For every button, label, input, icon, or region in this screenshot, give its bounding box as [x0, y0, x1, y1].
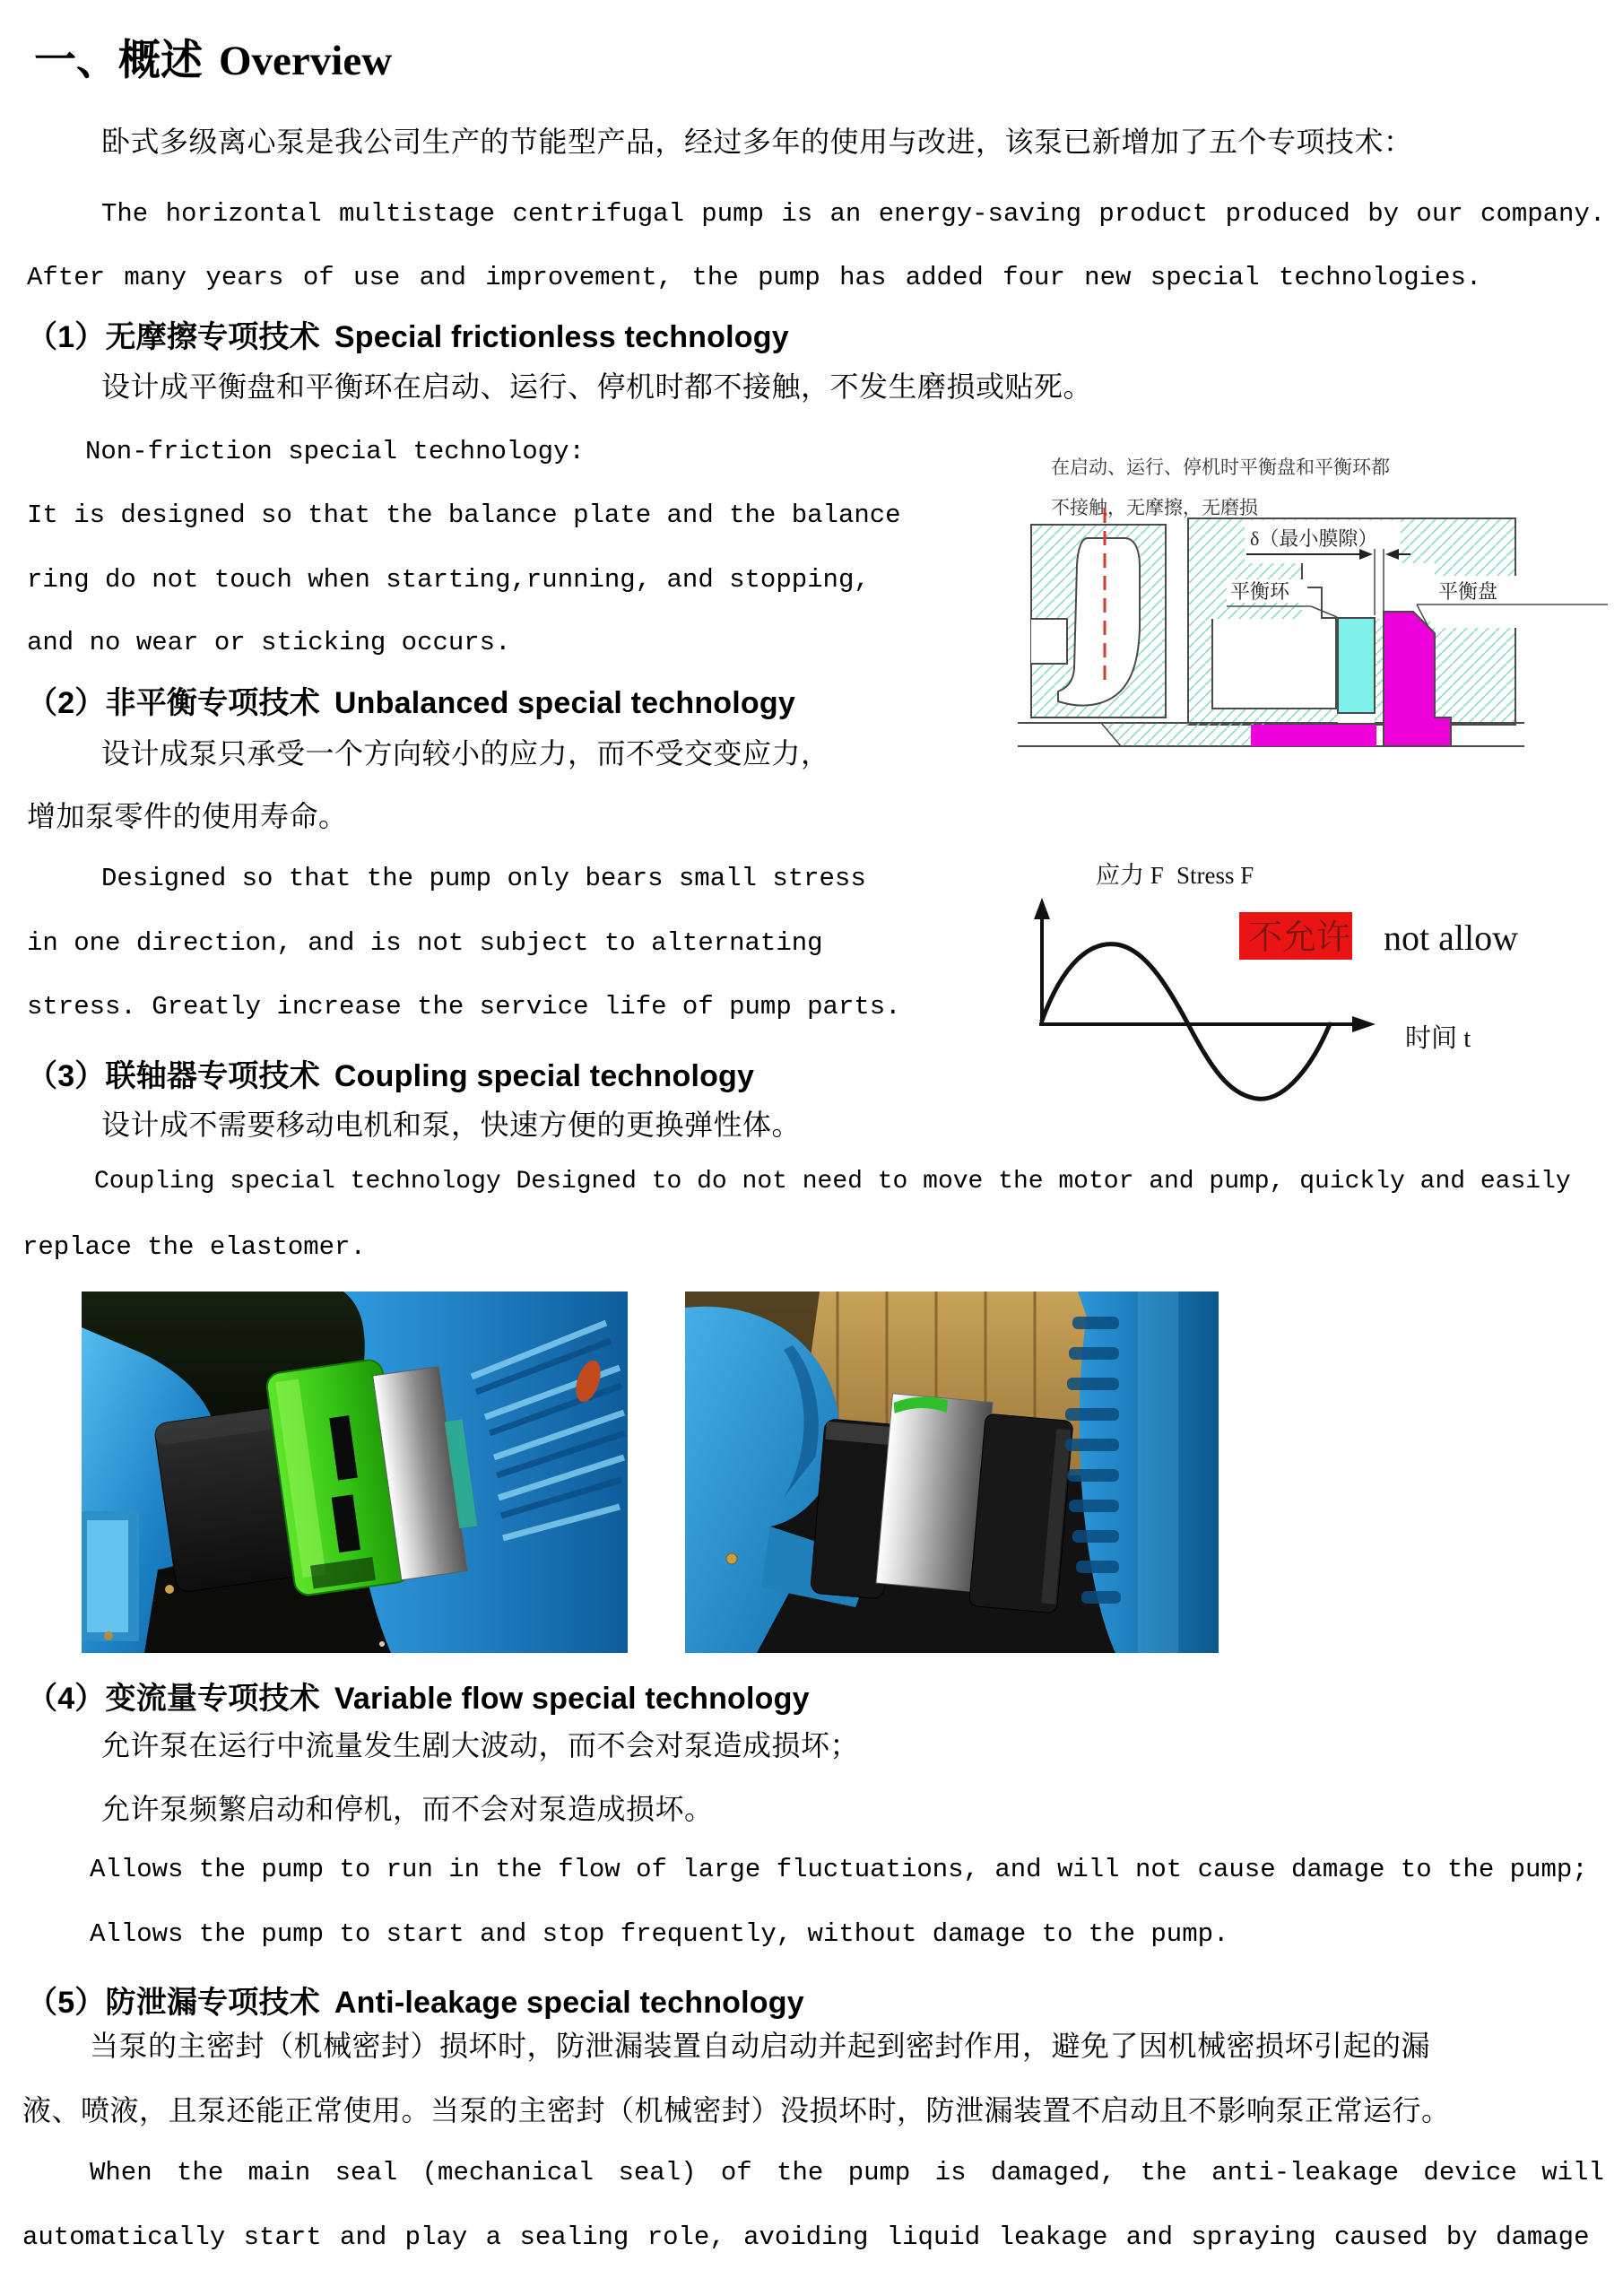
sec4-heading: [27, 1674, 810, 1718]
sec3-heading: [27, 1051, 754, 1095]
brass-screw-icon: [165, 1585, 174, 1594]
sec4-heading-zh: （4）变流量专项技术: [27, 1682, 320, 1716]
sec2-heading: [27, 678, 795, 722]
sec3-zh: 设计成不需要移动电机和泵，快速方便的更换弹性体。: [101, 1109, 802, 1141]
sec3-en-line2: replace the elastomer.: [22, 1232, 366, 1262]
fig1-note-line2: 不接触，无摩擦，无磨损: [1051, 497, 1258, 518]
sec1-heading-zh: （1）无摩擦专项技术: [27, 320, 320, 354]
fig1-ring-label: 平衡环: [1230, 580, 1290, 603]
x-axis-arrow-icon: [1352, 1016, 1376, 1032]
intro-zh: 卧式多级离心泵是我公司生产的节能型产品，经过多年的使用与改进，该泵已新增加了五个专项技术：: [101, 126, 1413, 158]
fig1-note-line1: 在启动、运行、停机时平衡盘和平衡环都: [1051, 457, 1390, 478]
sec2-en-line3: stress. Greatly increase the service life of pump parts.: [27, 992, 901, 1022]
fig2-badge-zh: 不允许: [1248, 919, 1351, 957]
y-axis-arrow-icon: [1034, 898, 1050, 919]
stress-curve-figure: [1022, 848, 1560, 1117]
sec5-en-line1: When the main seal (mechanical seal) of the pump is damaged, the anti-leakage device will: [90, 2158, 1604, 2187]
sec4-zh-line1: 允许泵在运行中流量发生剧大波动，而不会对泵造成损坏；: [101, 1729, 860, 1761]
intro-en-line1: The horizontal multistage centrifugal pump is an energy-saving product produced by our company.: [101, 199, 1606, 229]
brass-screw-icon: [104, 1631, 113, 1640]
sec3-heading-zh: （3）联轴器专项技术: [27, 1059, 320, 1093]
balance-disc-band: [1251, 725, 1376, 746]
sec5-heading-zh: （5）防泄漏专项技术: [27, 1986, 320, 2020]
sec2-heading-en: Unbalanced special technology: [334, 686, 795, 720]
sec5-zh-line2: 液、喷液，且泵还能正常使用。当泵的主密封（机械密封）没损坏时，防泄漏装置不启动且不影响泵正常运行。: [22, 2094, 1451, 2126]
sec1-en-line3: ring do not touch when starting,running, and stopping,: [27, 565, 870, 595]
sec2-zh-line1: 设计成泵只承受一个方向较小的应力，而不受交变应力，: [101, 737, 830, 770]
fig2-stress-en: Stress F: [1176, 862, 1254, 889]
sec1-heading: [27, 312, 789, 356]
sec2-en-line1: Designed so that the pump only bears small stress: [101, 864, 866, 893]
fig1-dim-label: δ（最小膜隙）: [1250, 527, 1378, 550]
intro-en-line2: After many years of use and improvement, the pump has added four new special technologies.: [27, 263, 1482, 292]
shaft-hatch: [1101, 723, 1273, 746]
sec1-en-line1: Non-friction special technology:: [85, 437, 585, 466]
page-title-zh: 一、概述: [34, 36, 203, 83]
sec3-en-line1: Coupling special technology Designed to do not need to move the motor and pump, quickly and easily: [94, 1168, 1571, 1196]
sec4-heading-en: Variable flow special technology: [334, 1682, 810, 1716]
coupling-photo-right: [685, 1292, 1219, 1653]
fig2-stress-zh: 应力 F: [1096, 862, 1164, 889]
sec1-heading-en: Special frictionless technology: [334, 320, 789, 354]
balance-ring-part: [1338, 618, 1375, 713]
sec2-heading-zh: （2）非平衡专项技术: [27, 686, 320, 720]
sec4-en-line1: Allows the pump to run in the flow of large fluctuations, and will not cause damage to the pump;: [90, 1855, 1588, 1884]
sec2-zh-line2: 增加泵零件的使用寿命。: [27, 800, 348, 832]
sec3-heading-en: Coupling special technology: [334, 1059, 755, 1093]
fig2-time-label: 时间 t: [1405, 1024, 1471, 1053]
fig2-badge-en: not allow: [1384, 918, 1518, 958]
page-title-en: Overview: [219, 38, 393, 84]
coupling-photo-left: [82, 1292, 628, 1653]
fig1-disc-label: 平衡盘: [1438, 580, 1498, 603]
sec5-en-line2: automatically start and play a sealing role, avoiding liquid leakage and spraying caused by damage: [22, 2222, 1590, 2252]
brass-screw-icon: [726, 1553, 737, 1564]
sec5-zh-line1: 当泵的主密封（机械密封）损坏时，防泄漏装置自动启动并起到密封作用，避免了因机械密损坏引起的漏: [90, 2030, 1431, 2062]
sec1-zh: 设计成平衡盘和平衡环在启动、运行、停机时都不接触，不发生磨损或贴死。: [101, 370, 1093, 403]
sec2-en-line2: in one direction, and is not subject to alternating: [27, 928, 823, 958]
sec1-en-line4: and no wear or sticking occurs.: [27, 628, 511, 657]
stress-sine-curve: [1042, 944, 1330, 1100]
casing-notch: [1031, 619, 1067, 664]
sec1-en-line2: It is designed so that the balance plate and the balance: [27, 500, 901, 530]
page-title: [34, 27, 392, 87]
sec5-heading: [27, 1978, 804, 2022]
sec4-zh-line2: 允许泵频繁启动和停机，而不会对泵造成损坏。: [101, 1793, 714, 1825]
sec5-heading-en: Anti-leakage special technology: [334, 1986, 804, 2020]
sec4-en-line2: Allows the pump to start and stop frequently, without damage to the pump.: [90, 1919, 1229, 1949]
balance-plate-drawing: [1011, 502, 1621, 762]
